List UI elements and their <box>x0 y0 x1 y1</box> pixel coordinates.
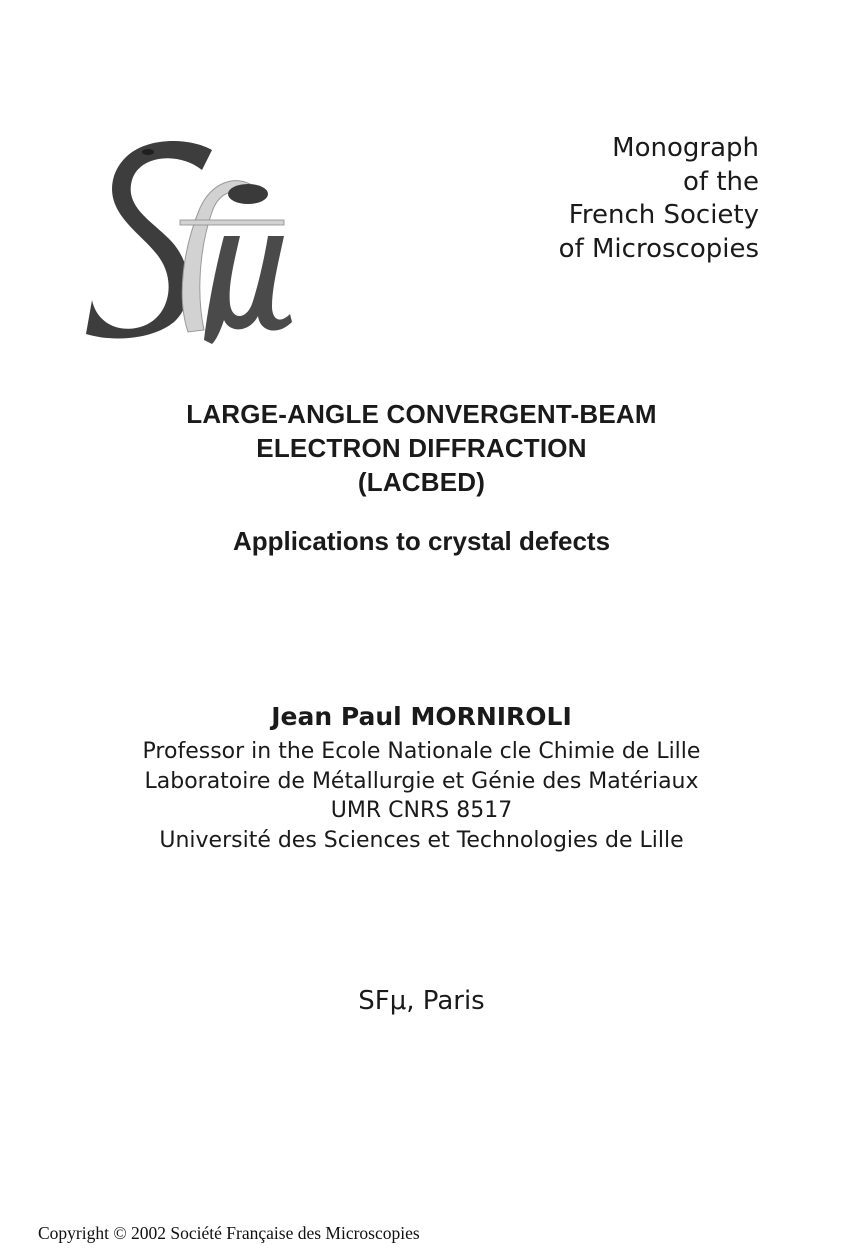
book-title <box>0 397 843 499</box>
affiliation-line: UMR CNRS 8517 <box>330 798 513 823</box>
publisher: SFμ, Paris <box>358 986 485 1016</box>
affiliation-line: Laboratoire de Métallurgie et Génie des Matériaux <box>144 768 699 794</box>
series-line: of the <box>683 166 759 197</box>
author-name: Jean Paul MORNIROLI <box>271 702 572 731</box>
sfmu-logo <box>84 136 298 346</box>
series-label <box>559 132 759 266</box>
title-line: ELECTRON DIFFRACTION <box>256 433 587 463</box>
series-line: Monograph <box>612 133 759 163</box>
series-line: of Microscopies <box>558 233 759 264</box>
copyright-notice: Copyright © 2002 Société Française des Microscopies <box>38 1223 420 1243</box>
affiliation-line: Professor in the Ecole Nationale cle Chimie de Lille <box>142 739 701 764</box>
book-subtitle: Applications to crystal defects <box>232 526 611 556</box>
affiliation-line: Université des Sciences et Technologies de Lille <box>159 827 684 853</box>
logo-letter-mu <box>204 236 292 344</box>
title-line: LARGE-ANGLE CONVERGENT-BEAM <box>186 399 657 429</box>
title-line: (LACBED) <box>357 467 486 497</box>
series-line: French Society <box>568 200 759 230</box>
author-affiliation <box>0 737 843 855</box>
